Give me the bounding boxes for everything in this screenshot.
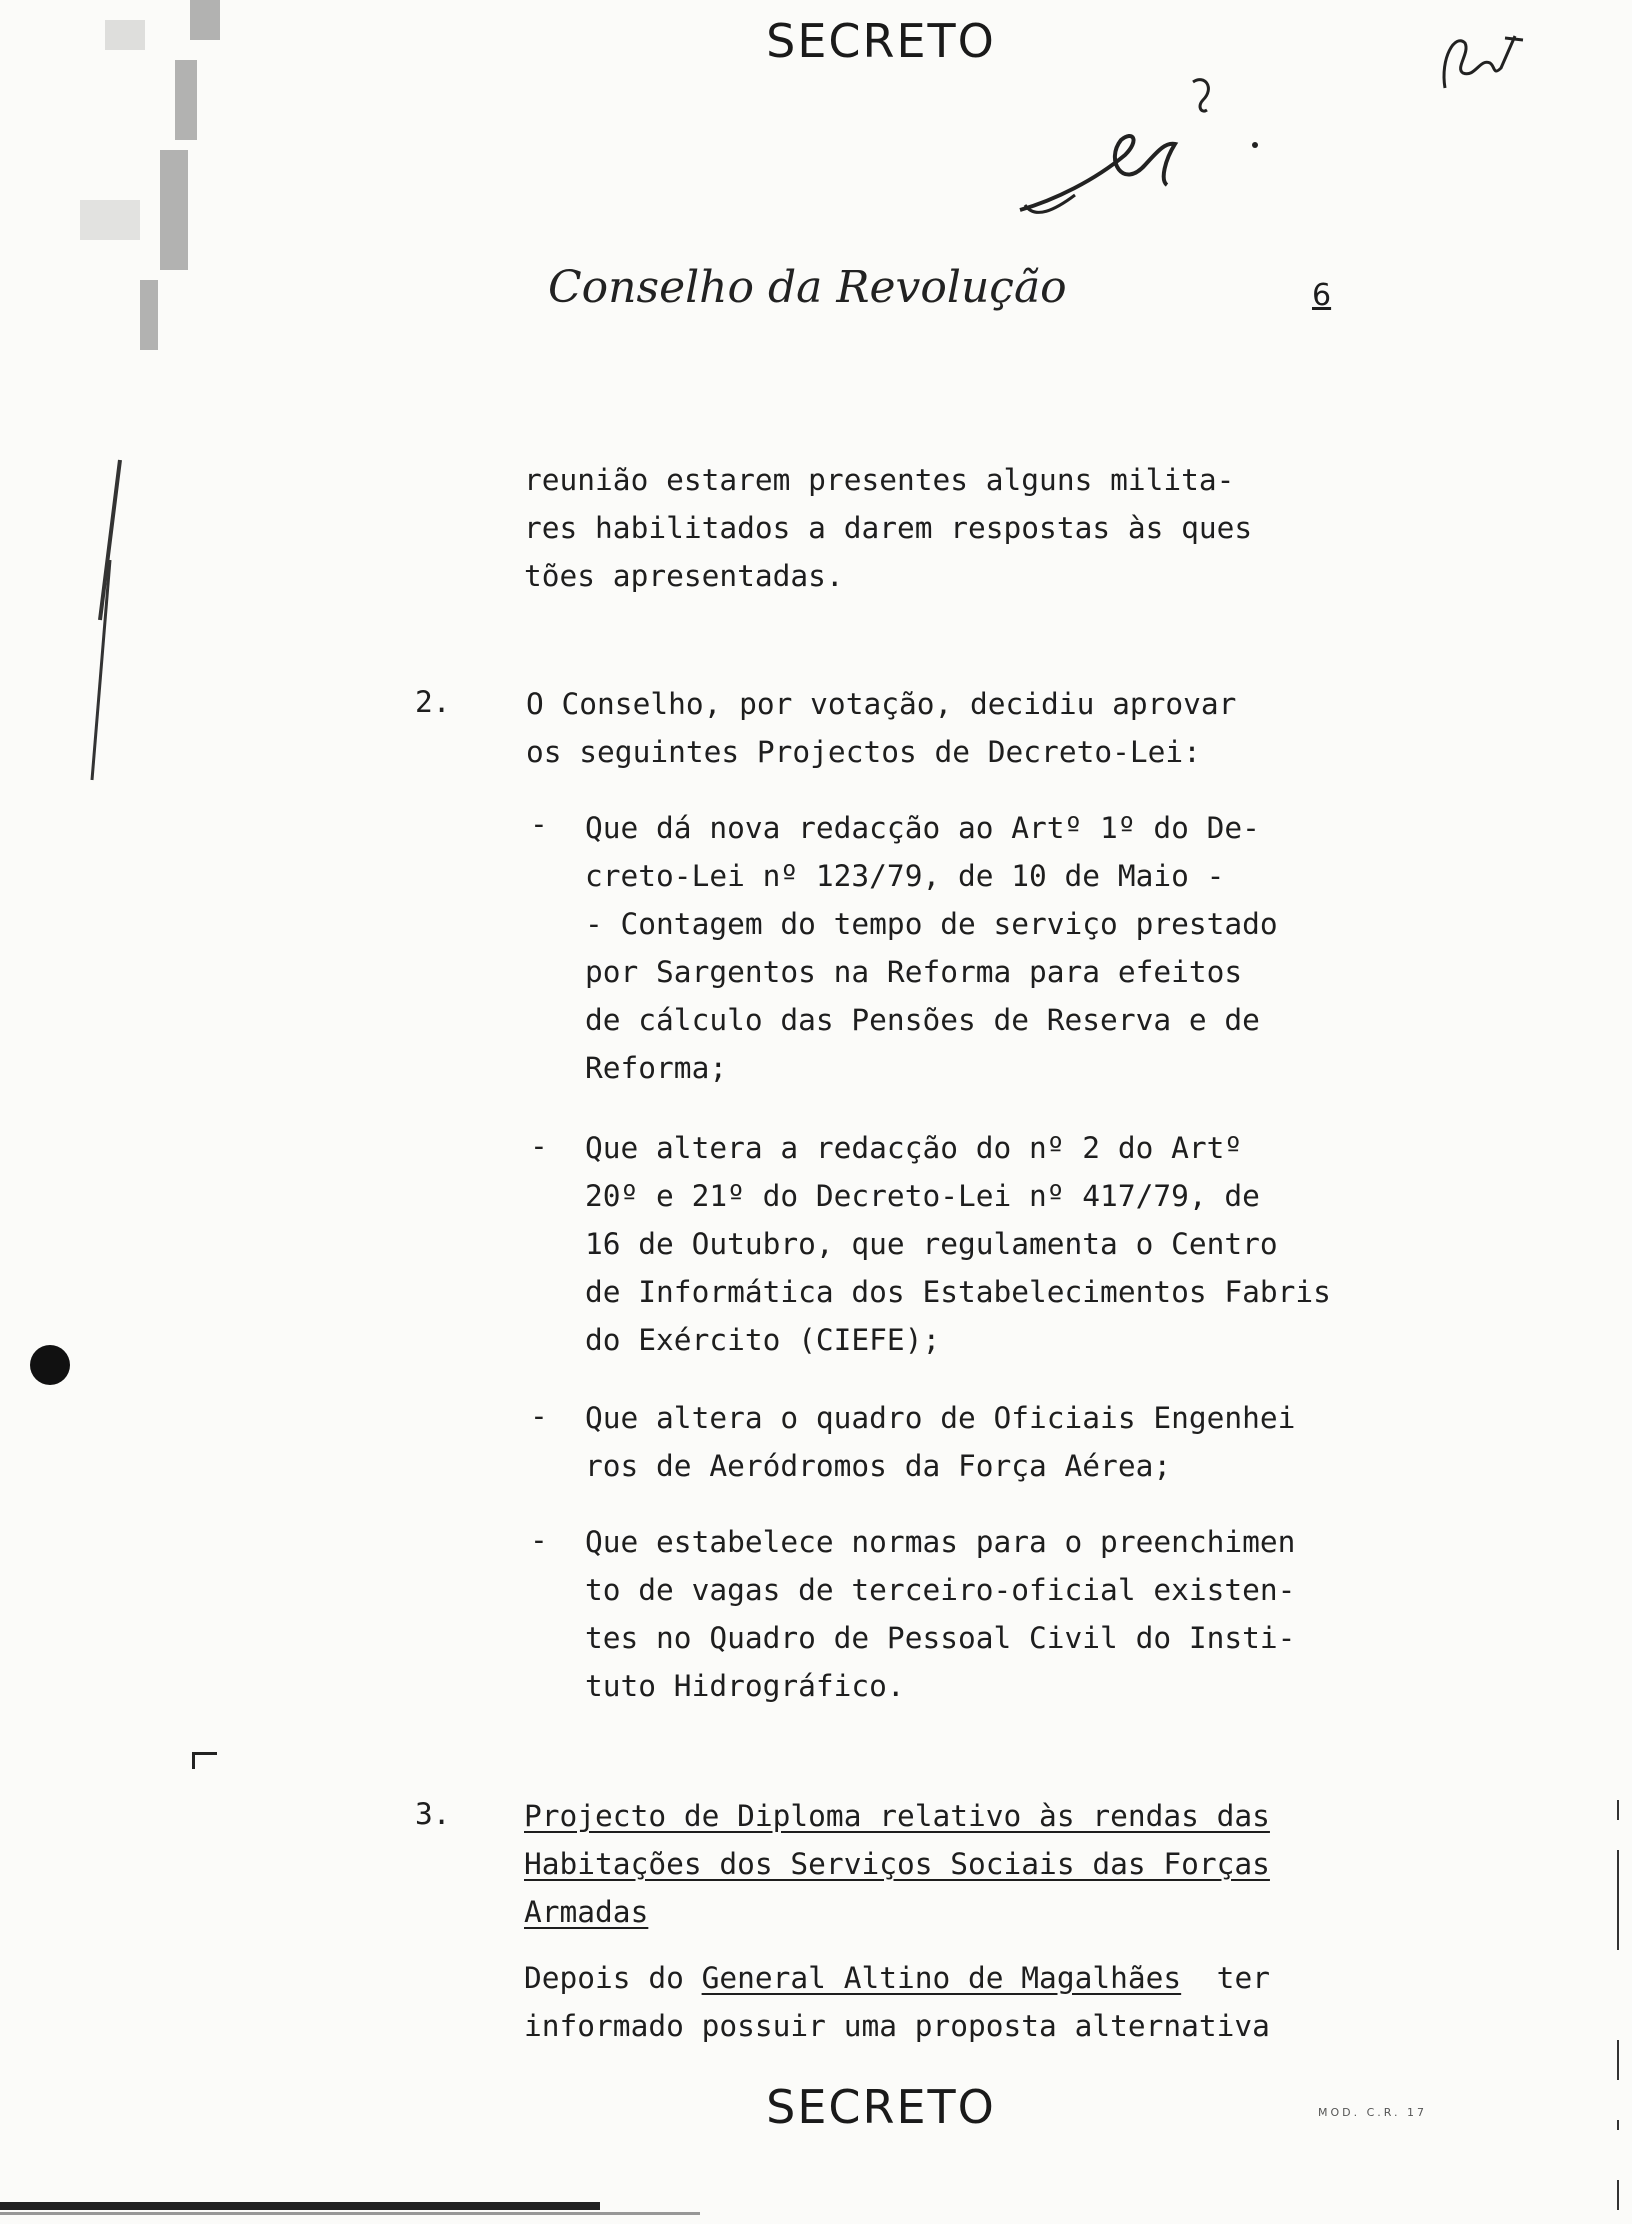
text-line: ros de Aeródromos da Força Aérea; <box>585 1449 1172 1483</box>
item-3-heading <box>524 1792 1364 1936</box>
text-line: Armadas <box>524 1895 649 1929</box>
bullet-item-1 <box>585 804 1375 1092</box>
text-line: de Informática dos Estabelecimentos Fabris <box>585 1275 1331 1309</box>
text-line: to de vagas de terceiro-oficial existen- <box>585 1573 1296 1607</box>
form-code: MOD. C.R. 17 <box>1318 2106 1428 2119</box>
text-line: de cálculo das Pensões de Reserva e de <box>585 1003 1260 1037</box>
bullet-marker: - <box>530 807 548 841</box>
text-line: res habilitados a darem respostas às ques <box>524 511 1253 545</box>
text-line: - Contagem do tempo de serviço prestado <box>585 907 1278 941</box>
text-line: Que estabelece normas para o preenchimen <box>585 1525 1296 1559</box>
bullet-marker: - <box>530 1129 548 1163</box>
bullet-item-3 <box>585 1394 1375 1490</box>
bullet-marker: - <box>530 1399 548 1433</box>
text-line: tões apresentadas. <box>524 559 844 593</box>
text-line: O Conselho, por votação, decidiu aprovar <box>526 687 1237 721</box>
bullet-marker: - <box>530 1523 548 1557</box>
letterhead: Conselho da Revolução <box>548 262 1067 313</box>
text-line: Projecto de Diploma relativo às rendas das <box>524 1799 1270 1833</box>
text-line: tes no Quadro de Pessoal Civil do Insti- <box>585 1621 1296 1655</box>
item-2-text <box>526 680 1366 776</box>
text-line: por Sargentos na Reforma para efeitos <box>585 955 1243 989</box>
ink-blot <box>30 1345 70 1385</box>
item-number: 3. <box>415 1797 451 1831</box>
text-line: os seguintes Projectos de Decreto-Lei: <box>526 735 1201 769</box>
classification-stamp-top: SECRETO <box>766 14 996 68</box>
text-line: Que altera a redacção do nº 2 do Artº <box>585 1131 1243 1165</box>
bullet-item-2 <box>585 1124 1375 1364</box>
text-line: creto-Lei nº 123/79, de 10 de Maio - <box>585 859 1225 893</box>
scan-right-marks <box>1590 1780 1620 2220</box>
scan-binding-marks <box>0 0 260 900</box>
text-line: Depois do General Altino de Magalhães ter <box>524 1961 1270 1995</box>
bullet-item-4 <box>585 1518 1375 1710</box>
item-3-body <box>524 1954 1364 2050</box>
person-name: General Altino de Magalhães <box>701 1961 1182 1995</box>
text-line: Que dá nova redacção ao Artº 1º do De- <box>585 811 1260 845</box>
text-line: 16 de Outubro, que regulamenta o Centro <box>585 1227 1278 1261</box>
text-line: Reforma; <box>585 1051 728 1085</box>
classification-stamp-bottom: SECRETO <box>766 2080 996 2134</box>
text-line: Que altera o quadro de Oficiais Engenhei <box>585 1401 1296 1435</box>
text-line: 20º e 21º do Decreto-Lei nº 417/79, de <box>585 1179 1260 1213</box>
text-line: informado possuir uma proposta alternativa <box>524 2009 1270 2043</box>
scan-bottom-edge <box>0 2190 700 2224</box>
signature <box>1015 70 1265 230</box>
item-number: 2. <box>415 685 451 719</box>
intro-paragraph <box>524 456 1344 600</box>
text-line: do Exército (CIEFE); <box>585 1323 941 1357</box>
text-line: reunião estarem presentes alguns milita- <box>524 463 1235 497</box>
bracket-mark <box>192 1752 217 1769</box>
handwritten-initials <box>1435 18 1525 108</box>
text-line: Habitações dos Serviços Sociais das Forças <box>524 1847 1270 1881</box>
text-line: tuto Hidrográfico. <box>585 1669 905 1703</box>
page-number: 6 <box>1312 278 1332 313</box>
